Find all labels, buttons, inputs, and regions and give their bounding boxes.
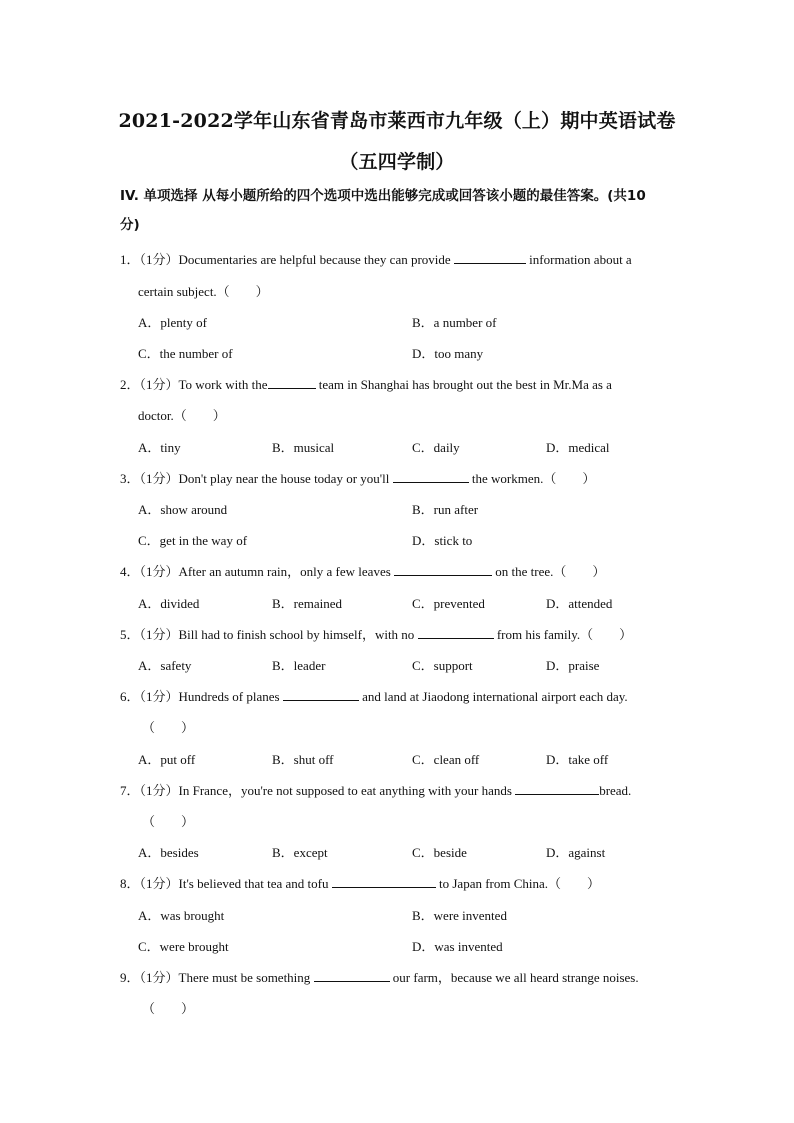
option-d: D．too many <box>412 346 484 361</box>
option-a: A．was brought <box>138 908 225 923</box>
question-text: information about a <box>525 252 632 267</box>
question-7-cont: （ ） <box>142 814 195 829</box>
question-number: 2．（1分） <box>120 377 179 392</box>
question-text: and land at Jiaodong international airport each day. <box>358 689 628 704</box>
question-1-cont: certain subject.（ ） <box>138 284 269 299</box>
option-d: D．was invented <box>412 939 503 954</box>
question-number: 4．（1分） <box>120 564 179 579</box>
answer-blank <box>393 470 469 483</box>
option-a: A．put off <box>138 752 196 767</box>
option-a: A．safety <box>138 658 192 673</box>
question-number: 6．（1分） <box>120 689 179 704</box>
question-text: To work with the <box>178 377 268 392</box>
question-number: 3．（1分） <box>120 471 179 486</box>
option-c: C．beside <box>412 845 467 860</box>
option-c: C．get in the way of <box>138 533 248 548</box>
question-text: our farm，because we all heard strange noises. <box>389 970 639 985</box>
question-6-cont: （ ） <box>142 720 195 735</box>
option-b: B．musical <box>272 440 335 455</box>
question-text: the workmen.（ ） <box>468 471 596 486</box>
option-d: D．attended <box>546 596 613 611</box>
exam-title: 2021-2022学年山东省青岛市莱西市九年级（上）期中英语试卷 <box>118 110 676 132</box>
option-a: A．tiny <box>138 440 181 455</box>
option-d: D．against <box>546 845 606 860</box>
option-c: C．support <box>412 658 473 673</box>
question-text: It's believed that tea and tofu <box>178 876 332 891</box>
question-text: Bill had to finish school by himself，with no <box>178 627 418 642</box>
exam-subtitle: （五四学制） <box>339 151 455 173</box>
answer-blank <box>332 875 436 888</box>
question-text: bread. <box>599 783 632 798</box>
option-a: A．divided <box>138 596 200 611</box>
section-heading: IV. 单项选择 从每小题所给的四个选项中选出能够完成或回答该小题的最佳答案。(共10 <box>120 188 646 204</box>
question-2-cont: doctor.（ ） <box>138 408 226 423</box>
option-a: A．besides <box>138 845 199 860</box>
question-9 <box>120 967 680 986</box>
question-4 <box>120 561 680 580</box>
option-b: B．remained <box>272 596 343 611</box>
answer-blank <box>268 376 316 389</box>
question-5 <box>120 624 680 643</box>
question-text: Documentaries are helpful because they can provide <box>178 252 454 267</box>
option-c: C．clean off <box>412 752 480 767</box>
option-d: D．stick to <box>412 533 473 548</box>
option-c: C．the number of <box>138 346 233 361</box>
option-d: D．medical <box>546 440 610 455</box>
question-3 <box>120 468 680 487</box>
option-c: C．prevented <box>412 596 485 611</box>
option-b: B．were invented <box>412 908 507 923</box>
option-b: B．leader <box>272 658 326 673</box>
question-text: from his family.（ ） <box>493 627 633 642</box>
option-b: B．run after <box>412 502 479 517</box>
question-1 <box>120 249 680 268</box>
option-a: A．plenty of <box>138 315 207 330</box>
question-text: There must be something <box>178 970 314 985</box>
question-text: Don't play near the house today or you'll <box>178 471 393 486</box>
answer-blank <box>283 688 359 701</box>
question-6 <box>120 686 680 705</box>
option-d: D．take off <box>546 752 609 767</box>
question-7 <box>120 780 680 799</box>
section-heading-cont: 分) <box>120 217 140 233</box>
option-b: B．except <box>272 845 328 860</box>
question-text: team in Shanghai has brought out the best in Mr.Ma as a <box>315 377 612 392</box>
question-text: In France，you're not supposed to eat anything with your hands <box>178 783 516 798</box>
answer-blank <box>418 626 494 639</box>
option-d: D．praise <box>546 658 600 673</box>
answer-blank <box>394 563 492 576</box>
option-b: B．shut off <box>272 752 334 767</box>
question-number: 7．（1分） <box>120 783 179 798</box>
question-9-cont: （ ） <box>142 1001 195 1016</box>
question-text: to Japan from China.（ ） <box>435 876 601 891</box>
answer-blank <box>454 251 526 264</box>
option-b: B．a number of <box>412 315 497 330</box>
answer-blank <box>314 969 390 982</box>
question-text: Hundreds of planes <box>178 689 283 704</box>
answer-blank <box>515 782 599 795</box>
question-number: 8．（1分） <box>120 876 179 891</box>
option-c: C．daily <box>412 440 460 455</box>
question-text: After an autumn rain，only a few leaves <box>178 564 395 579</box>
question-number: 9．（1分） <box>120 970 179 985</box>
option-a: A．show around <box>138 502 228 517</box>
option-c: C．were brought <box>138 939 229 954</box>
question-number: 1．（1分） <box>120 252 179 267</box>
question-8 <box>120 873 680 892</box>
question-text: on the tree.（ ） <box>492 564 606 579</box>
question-number: 5．（1分） <box>120 627 179 642</box>
question-2 <box>120 374 680 393</box>
